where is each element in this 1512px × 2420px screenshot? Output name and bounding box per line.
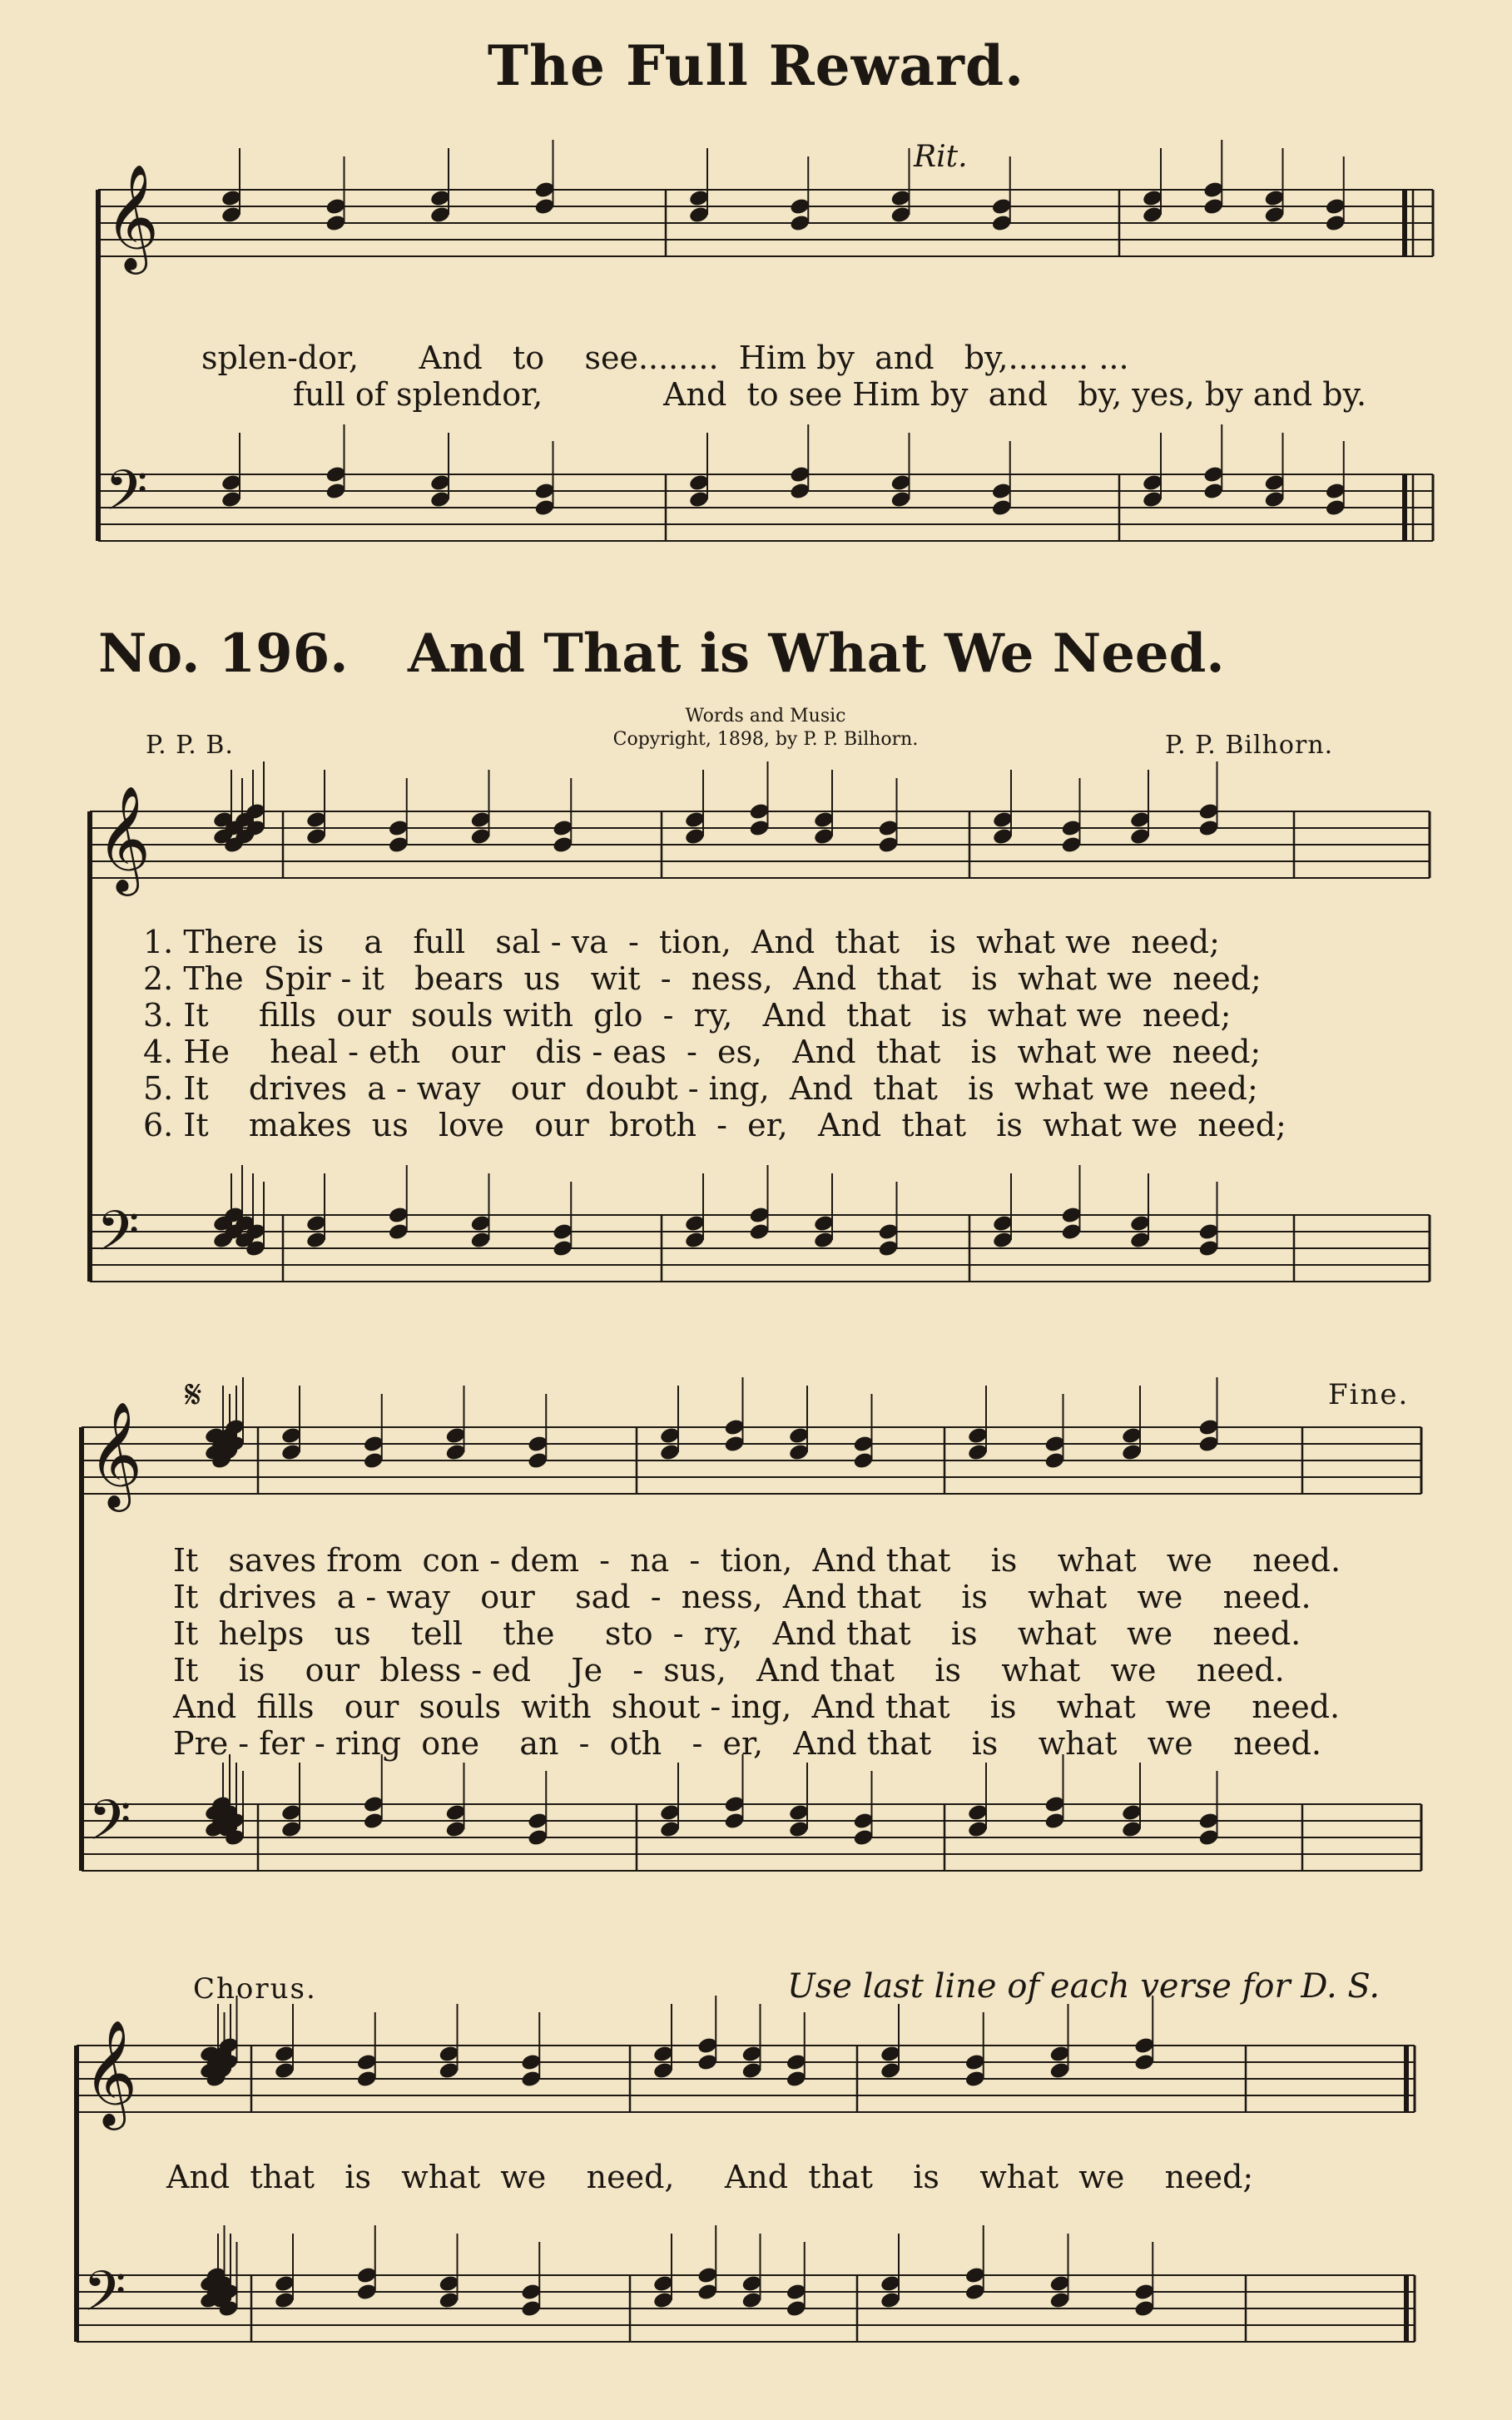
lyricist-credit: P. P. B. (146, 731, 234, 760)
lyric-line: 3. It fills our souls with glo - ry, And that is what we need; (143, 997, 1232, 1034)
hymn-title: And That is What We Need. (408, 622, 1225, 685)
previous-hymn-lyric-line-1: splen-dor, And to see........ Him by and by,........ ... (201, 340, 1129, 376)
previous-hymn-system-treble-clef: 𝄞 (105, 163, 160, 270)
lyric-line: It drives a - way our sad - ness, And that is what we need. (173, 1579, 1311, 1615)
verse-system-2-bass-clef: 𝄢 (88, 1788, 131, 1866)
lyric-line: It saves from con - dem - na - tion, And that is what we need. (173, 1542, 1341, 1579)
chorus-label: Chorus. (193, 1972, 317, 2006)
lyric-line: It helps us tell the sto - ry, And that is what we need. (173, 1615, 1301, 1652)
lyric-line: And fills our souls with shout - ing, And that is what we need. (173, 1689, 1341, 1725)
verse-system-2-treble-clef: 𝄞 (88, 1401, 143, 1507)
lyric-line: 5. It drives a - way our doubt - ing, And that is what we need; (143, 1070, 1258, 1107)
segno-sign: 𝄋 (185, 1371, 202, 1418)
ritardando-mark: Rit. (914, 140, 968, 174)
previous-hymn-system-bass-clef: 𝄢 (105, 459, 148, 536)
previous-hymn-lyric-line-2: full of splendor, And to see Him by and by, yes, by and by. (293, 376, 1367, 413)
lyric-line: 6. It makes us love our broth - er, And that is what we need; (143, 1107, 1286, 1143)
words-and-music-label: Words and Music (685, 706, 846, 726)
lyric-line: It is our bless - ed Je - sus, And that is what we need. (173, 1652, 1285, 1689)
fine-mark: Fine. (1328, 1378, 1410, 1411)
verse-system-1-bass-clef: 𝄢 (97, 1199, 140, 1277)
hymn-number: No. 196. (98, 622, 349, 685)
copyright-notice: Copyright, 1898, by P. P. Bilhorn. (612, 729, 919, 750)
chorus-lyrics: And that is what we need, And that is what we need; (166, 2159, 1254, 2195)
ds-instruction: Use last line of each verse for D. S. (787, 1967, 1381, 2006)
chorus-system-bass-clef: 𝄢 (83, 2259, 126, 2337)
lyric-line: Pre - fer - ring one an - oth - er, And that is what we need. (173, 1725, 1321, 1762)
chorus-system-treble-clef: 𝄞 (83, 2019, 138, 2125)
verse-system-1-treble-clef: 𝄞 (97, 785, 151, 891)
lyric-line: 4. He heal - eth our dis - eas - es, And that is what we need; (143, 1034, 1262, 1070)
composer-credit: P. P. Bilhorn. (1165, 731, 1334, 760)
lyric-line: 2. The Spir - it bears us wit - ness, And that is what we need; (143, 960, 1262, 997)
lyric-line: 1. There is a full sal - va - tion, And that is what we need; (143, 924, 1220, 960)
previous-hymn-title: The Full Reward. (487, 33, 1025, 98)
